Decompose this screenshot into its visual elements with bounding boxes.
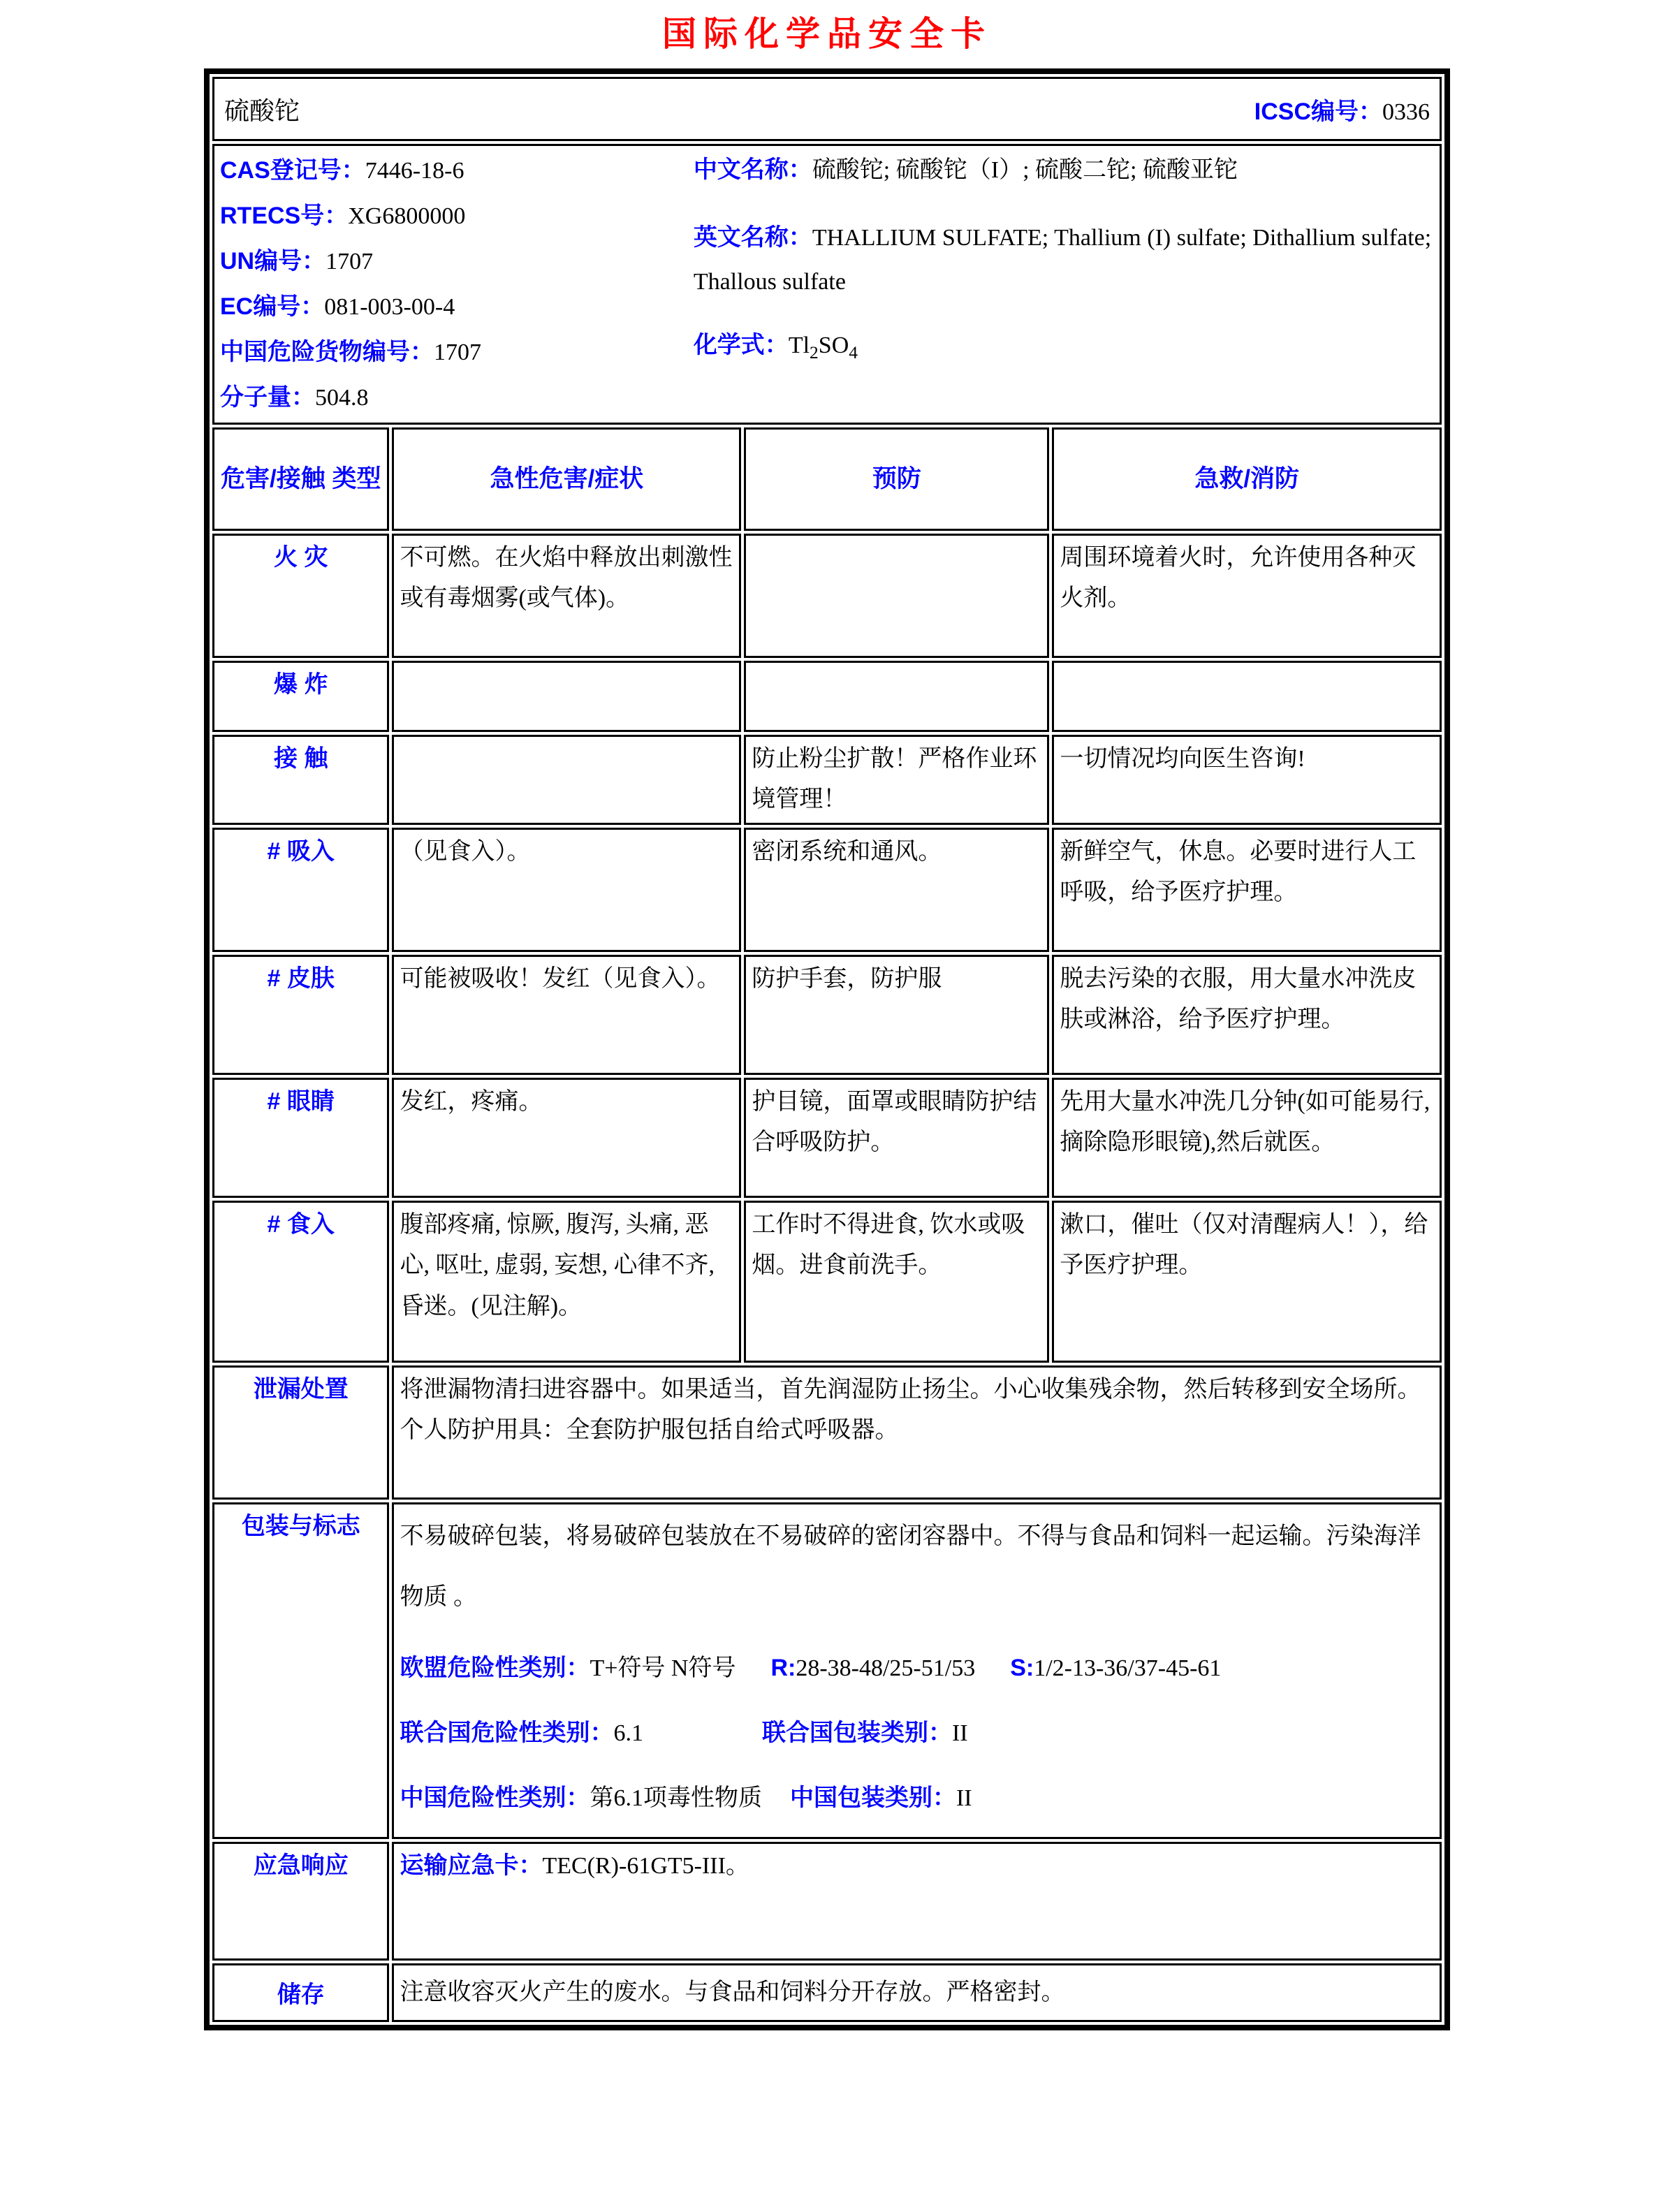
symptoms-cell: 发红，疼痛。 <box>392 1078 741 1198</box>
rtecs-number: RTECS号：XG6800000 <box>220 203 466 229</box>
first-aid-cell <box>1052 661 1442 732</box>
chemical-formula: 化学式：$Tl_2SO_4$ <box>693 332 858 362</box>
col-header-first-aid: 急救/消防 <box>1052 427 1442 531</box>
transport-emergency-card-value: TEC(R)-61GT5-III。 <box>542 1852 749 1879</box>
symptoms-cell: 可能被吸收！发红（见食入）。 <box>392 955 741 1075</box>
packaging-labelling-content <box>392 1502 1442 1839</box>
symptoms-cell <box>392 735 741 825</box>
packaging-labelling-label: 包装与标志 <box>212 1502 389 1839</box>
row-packaging-labelling <box>212 1502 1442 1839</box>
prevention-cell: 密闭系统和通风。 <box>744 828 1049 952</box>
china-dangerous-goods-number: 中国危险货物编号：1707 <box>220 339 481 365</box>
prevention-cell <box>744 534 1049 658</box>
icsc-card <box>204 68 1450 2030</box>
first-aid-cell: 漱口，催吐（仅对清醒病人！），给予医疗护理。 <box>1052 1201 1442 1363</box>
icsc-number <box>1254 92 1430 126</box>
spill-disposal-text: 将泄漏物清扫进容器中。如果适当，首先润湿防止扬尘。小心收集残余物，然后转移到安全场所。个人防护用具：全套防护服包括自给式呼吸器。 <box>392 1365 1442 1500</box>
prevention-cell: 防止粉尘扩散！严格作业环境管理！ <box>744 735 1049 825</box>
symptoms-cell <box>392 661 741 732</box>
storage-label: 储存 <box>212 1963 389 2022</box>
hazard-type-label: # 吸入 <box>212 828 389 952</box>
ec-number: EC编号：081-003-00-4 <box>220 293 455 320</box>
icsc-number-value: 0336 <box>1382 98 1430 125</box>
prevention-cell <box>744 661 1049 732</box>
identifier-list <box>220 148 694 420</box>
row-skin <box>212 955 1442 1075</box>
hazard-type-label: 爆 炸 <box>212 661 389 732</box>
first-aid-cell: 周围环境着火时，允许使用各种灭火剂。 <box>1052 534 1442 658</box>
symptoms-cell: （见食入）。 <box>392 828 741 952</box>
prevention-cell: 防护手套，防护服 <box>744 955 1049 1075</box>
molecular-weight: 分子量：504.8 <box>220 384 369 411</box>
hazard-type-label: # 食入 <box>212 1201 389 1363</box>
cas-number: CAS登记号：7446-18-6 <box>220 157 464 184</box>
un-class-line: 联合国危险性类别：6.1 联合国包装类别：II <box>400 1720 968 1747</box>
row-spill-disposal <box>212 1365 1442 1500</box>
name-list <box>694 148 1434 374</box>
row-column-headers <box>212 427 1442 531</box>
first-aid-cell: 先用大量水冲洗几分钟(如可能易行,摘除隐形眼镜),然后就医。 <box>1052 1078 1442 1198</box>
row-identifiers <box>212 144 1442 425</box>
icsc-number-label: ICSC编号： <box>1254 98 1382 125</box>
row-explosion <box>212 661 1442 732</box>
col-header-symptoms: 急性危害/症状 <box>392 427 741 531</box>
row-contact <box>212 735 1442 825</box>
row-inhalation <box>212 828 1442 952</box>
first-aid-cell: 脱去污染的衣服，用大量水冲洗皮肤或淋浴，给予医疗护理。 <box>1052 955 1442 1075</box>
spill-disposal-label: 泄漏处置 <box>212 1365 389 1500</box>
symptoms-cell: 腹部疼痛, 惊厥, 腹泻, 头痛, 恶心, 呕吐, 虚弱, 妄想, 心律不齐, 昏迷。(见注解)。 <box>392 1201 741 1363</box>
row-ingestion <box>212 1201 1442 1363</box>
hazard-type-label: # 皮肤 <box>212 955 389 1075</box>
col-header-prevention: 预防 <box>744 427 1049 531</box>
transport-emergency-card-label: 运输应急卡： <box>400 1852 543 1879</box>
english-names: 英文名称：THALLIUM SULFATE; Thallium (I) sulfate; Dithallium sulfate; Thallous sulfate <box>693 224 1432 295</box>
row-emergency-response <box>212 1842 1442 1961</box>
row-storage <box>212 1963 1442 2022</box>
un-number: UN编号：1707 <box>220 248 374 274</box>
first-aid-cell: 一切情况均向医生咨询! <box>1052 735 1442 825</box>
row-chemical-name <box>212 77 1442 141</box>
row-eyes <box>212 1078 1442 1198</box>
symptoms-cell: 不可燃。在火焰中释放出刺激性或有毒烟雾(或气体)。 <box>392 534 741 658</box>
chemical-name: 硫酸铊 <box>224 96 300 125</box>
page-title: 国际化学品安全卡 <box>661 13 992 54</box>
prevention-cell: 工作时不得进食, 饮水或吸烟。进食前洗手。 <box>744 1201 1049 1363</box>
chinese-names: 中文名称：硫酸铊; 硫酸铊（I）; 硫酸二铊; 硫酸亚铊 <box>693 156 1238 183</box>
hazard-type-label: 火 灾 <box>212 534 389 658</box>
china-class-line: 中国危险性类别：第6.1项毒性物质 中国包装类别：II <box>400 1785 972 1812</box>
row-fire <box>212 534 1442 658</box>
emergency-response-content <box>392 1842 1442 1961</box>
hazard-type-label: # 眼睛 <box>212 1078 389 1198</box>
first-aid-cell: 新鲜空气，休息。必要时进行人工呼吸，给予医疗护理。 <box>1052 828 1442 952</box>
col-header-hazard-type: 危害/接触 类型 <box>212 427 389 531</box>
storage-text: 注意收容灭火产生的废水。与食品和饲料分开存放。严格密封。 <box>392 1963 1442 2022</box>
hazard-type-label: 接 触 <box>212 735 389 825</box>
emergency-response-label: 应急响应 <box>212 1842 389 1961</box>
eu-hazard-class-line: 欧盟危险性类别：T+符号 N符号 R:28-38-48/25-51/53 S:1/2-13-36/37-45-61 <box>400 1655 1222 1682</box>
prevention-cell: 护目镜，面罩或眼睛防护结合呼吸防护。 <box>744 1078 1049 1198</box>
packaging-intro: 不易破碎包装，将易破碎包装放在不易破碎的密闭容器中。不得与食品和饲料一起运输。污染海洋物质 。 <box>400 1523 1421 1610</box>
